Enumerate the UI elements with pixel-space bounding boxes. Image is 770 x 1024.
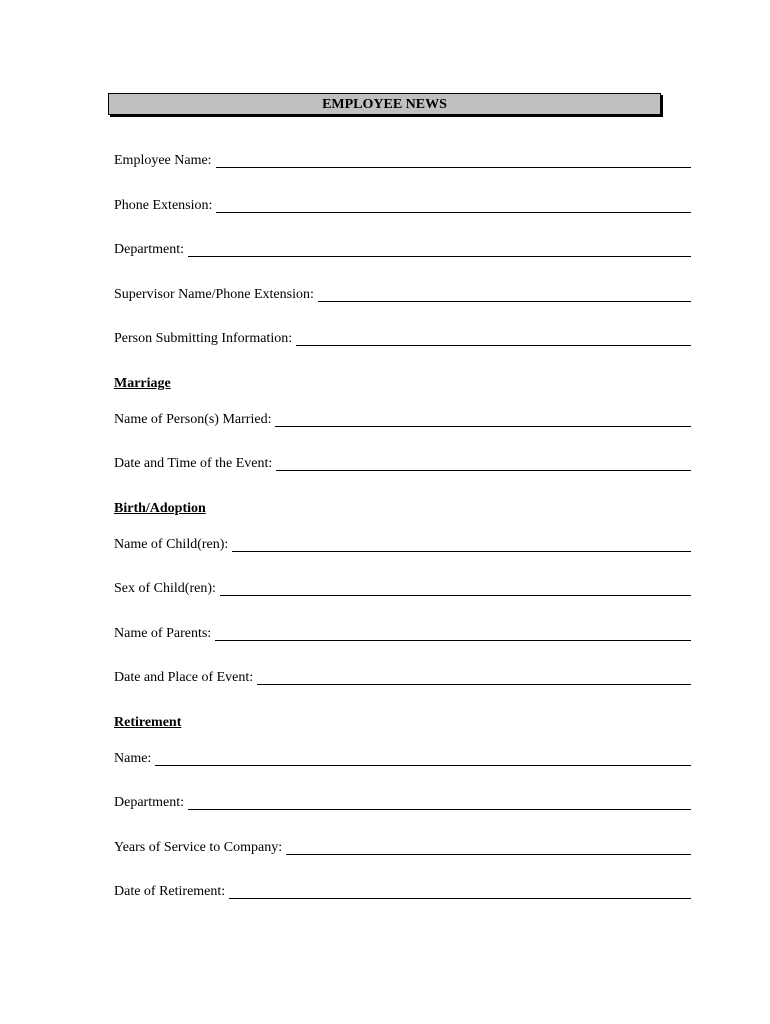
retirement-date-field[interactable] <box>114 884 691 900</box>
retirement-heading: Retirement <box>114 715 182 730</box>
field-label: Name of Child(ren): <box>114 537 229 552</box>
years-of-service-field[interactable] <box>114 840 691 856</box>
child-sex-field[interactable] <box>114 581 691 597</box>
fill-line[interactable] <box>216 212 691 213</box>
retiree-department-field[interactable] <box>114 795 691 811</box>
field-label: Name: <box>114 751 152 766</box>
field-label: Date and Time of the Event: <box>114 456 273 471</box>
field-label: Date and Place of Event: <box>114 670 254 685</box>
marriage-heading: Marriage <box>114 376 171 391</box>
fill-line[interactable] <box>220 595 691 596</box>
supervisor-field[interactable] <box>114 287 691 303</box>
field-label: Years of Service to Company: <box>114 840 283 855</box>
field-label: Name of Person(s) Married: <box>114 412 272 427</box>
fill-line[interactable] <box>286 854 691 855</box>
birth-adoption-heading: Birth/Adoption <box>114 501 206 516</box>
department-field[interactable] <box>114 242 691 258</box>
phone-extension-field[interactable] <box>114 198 691 214</box>
form-title: EMPLOYEE NEWS <box>108 93 661 115</box>
field-label: Department: <box>114 795 184 810</box>
field-label: Name of Parents: <box>114 626 212 641</box>
fill-line[interactable] <box>216 167 691 168</box>
fill-line[interactable] <box>155 765 691 766</box>
person-submitting-field[interactable] <box>114 331 691 347</box>
marriage-date-time-field[interactable] <box>114 456 691 472</box>
parents-name-field[interactable] <box>114 626 691 642</box>
field-label: Employee Name: <box>114 153 212 168</box>
employee-name-field[interactable] <box>114 153 691 169</box>
fill-line[interactable] <box>232 551 691 552</box>
fill-line[interactable] <box>215 640 691 641</box>
fill-line[interactable] <box>188 809 691 810</box>
field-label: Person Submitting Information: <box>114 331 293 346</box>
fill-line[interactable] <box>296 345 691 346</box>
field-label: Department: <box>114 242 184 257</box>
field-label: Sex of Child(ren): <box>114 581 216 596</box>
persons-married-field[interactable] <box>114 412 691 428</box>
field-label: Date of Retirement: <box>114 884 226 899</box>
fill-line[interactable] <box>318 301 691 302</box>
child-name-field[interactable] <box>114 537 691 553</box>
field-label: Supervisor Name/Phone Extension: <box>114 287 314 302</box>
field-label: Phone Extension: <box>114 198 213 213</box>
fill-line[interactable] <box>229 898 691 899</box>
fill-line[interactable] <box>257 684 691 685</box>
fill-line[interactable] <box>188 256 691 257</box>
fill-line[interactable] <box>275 426 691 427</box>
retiree-name-field[interactable] <box>114 751 691 767</box>
event-date-place-field[interactable] <box>114 670 691 686</box>
fill-line[interactable] <box>276 470 691 471</box>
